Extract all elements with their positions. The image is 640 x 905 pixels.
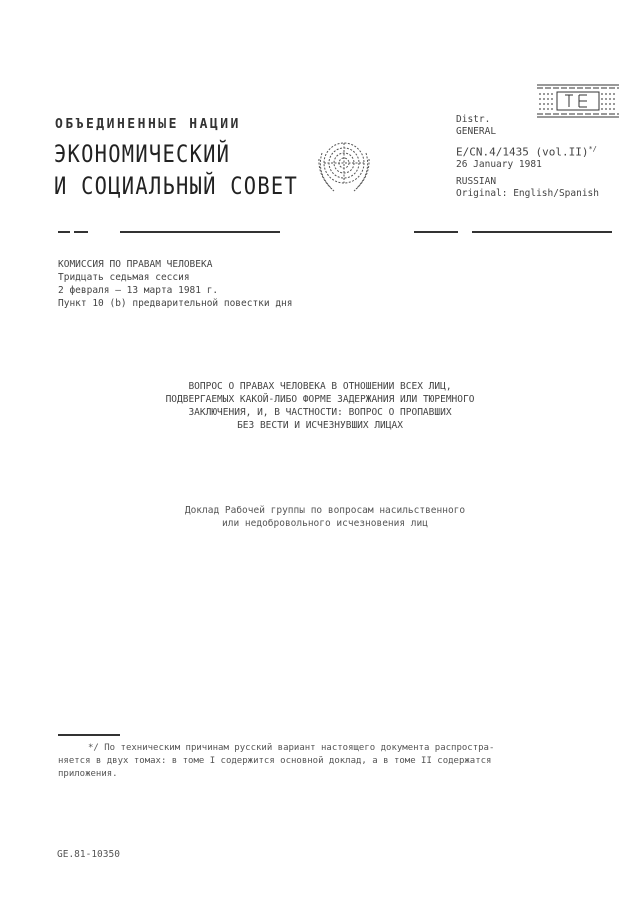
commission-name: КОМИССИЯ ПО ПРАВАМ ЧЕЛОВЕКА (58, 259, 213, 270)
subtitle-line: или недобровольного исчезновения лиц (222, 518, 428, 529)
title-line: БЕЗ ВЕСТИ И ИСЧЕЗНУВШИХ ЛИЦАХ (237, 420, 403, 431)
council-name-line1: ЭКОНОМИЧЕСКИЙ (54, 140, 231, 168)
header-rule-left (58, 231, 70, 233)
title-line: ВОПРОС О ПРАВАХ ЧЕЛОВЕКА В ОТНОШЕНИИ ВСЕХ ЛИЦ, (188, 381, 452, 392)
session-name: Тридцать седьмая сессия (58, 272, 190, 283)
footnote-text: По техническим причинам русский вариант настоящего документа распростра- (104, 743, 495, 753)
council-name-line2: И СОЦИАЛЬНЫЙ СОВЕТ (54, 172, 299, 200)
footnote-rule (58, 734, 120, 736)
document-title (150, 380, 490, 432)
organization-name: ОБЪЕДИНЕННЫЕ НАЦИИ (55, 117, 241, 132)
footnote-mark: */ (88, 743, 99, 753)
document-language: RUSSIAN (456, 175, 497, 187)
footnote-text: приложения. (58, 769, 118, 779)
session-info (58, 258, 293, 310)
report-subtitle (150, 504, 500, 530)
header-rule-right (472, 231, 612, 233)
header-rule-left (74, 231, 88, 233)
document-number: GE.81-10350 (57, 849, 120, 860)
original-language: Original: English/Spanish (456, 187, 599, 199)
distribution-type: GENERAL (456, 126, 497, 137)
footnote-text: няется в двух томах: в томе I содержится основной доклад, а в томе II содержатся (58, 756, 492, 766)
header-rule-right (414, 231, 458, 233)
distribution-label: Distr. (456, 114, 491, 125)
title-line: ПОДВЕРГАЕМЫХ КАКОЙ-ЛИБО ФОРМЕ ЗАДЕРЖАНИЯ ИЛИ ТЮРЕМНОГО (165, 394, 475, 405)
session-dates: 2 февраля – 13 марта 1981 г. (58, 285, 219, 296)
footnote-mark: */ (588, 145, 597, 153)
subtitle-line: Доклад Рабочей группы по вопросам насильственного (184, 505, 466, 516)
document-symbol: E/CN.4/1435 (vol.II)*/ (456, 145, 597, 159)
title-line: ЗАКЛЮЧЕНИЯ, И, В ЧАСТНОСТИ: ВОПРОС О ПРОПАВШИХ (188, 407, 452, 418)
agenda-item: Пункт 10 (b) предварительной повестки дня (58, 298, 293, 309)
document-date: 26 January 1981 (456, 158, 542, 170)
header-rule-left (120, 231, 280, 233)
un-emblem-icon (312, 133, 376, 197)
footnote (58, 742, 588, 781)
document-info (456, 114, 599, 200)
